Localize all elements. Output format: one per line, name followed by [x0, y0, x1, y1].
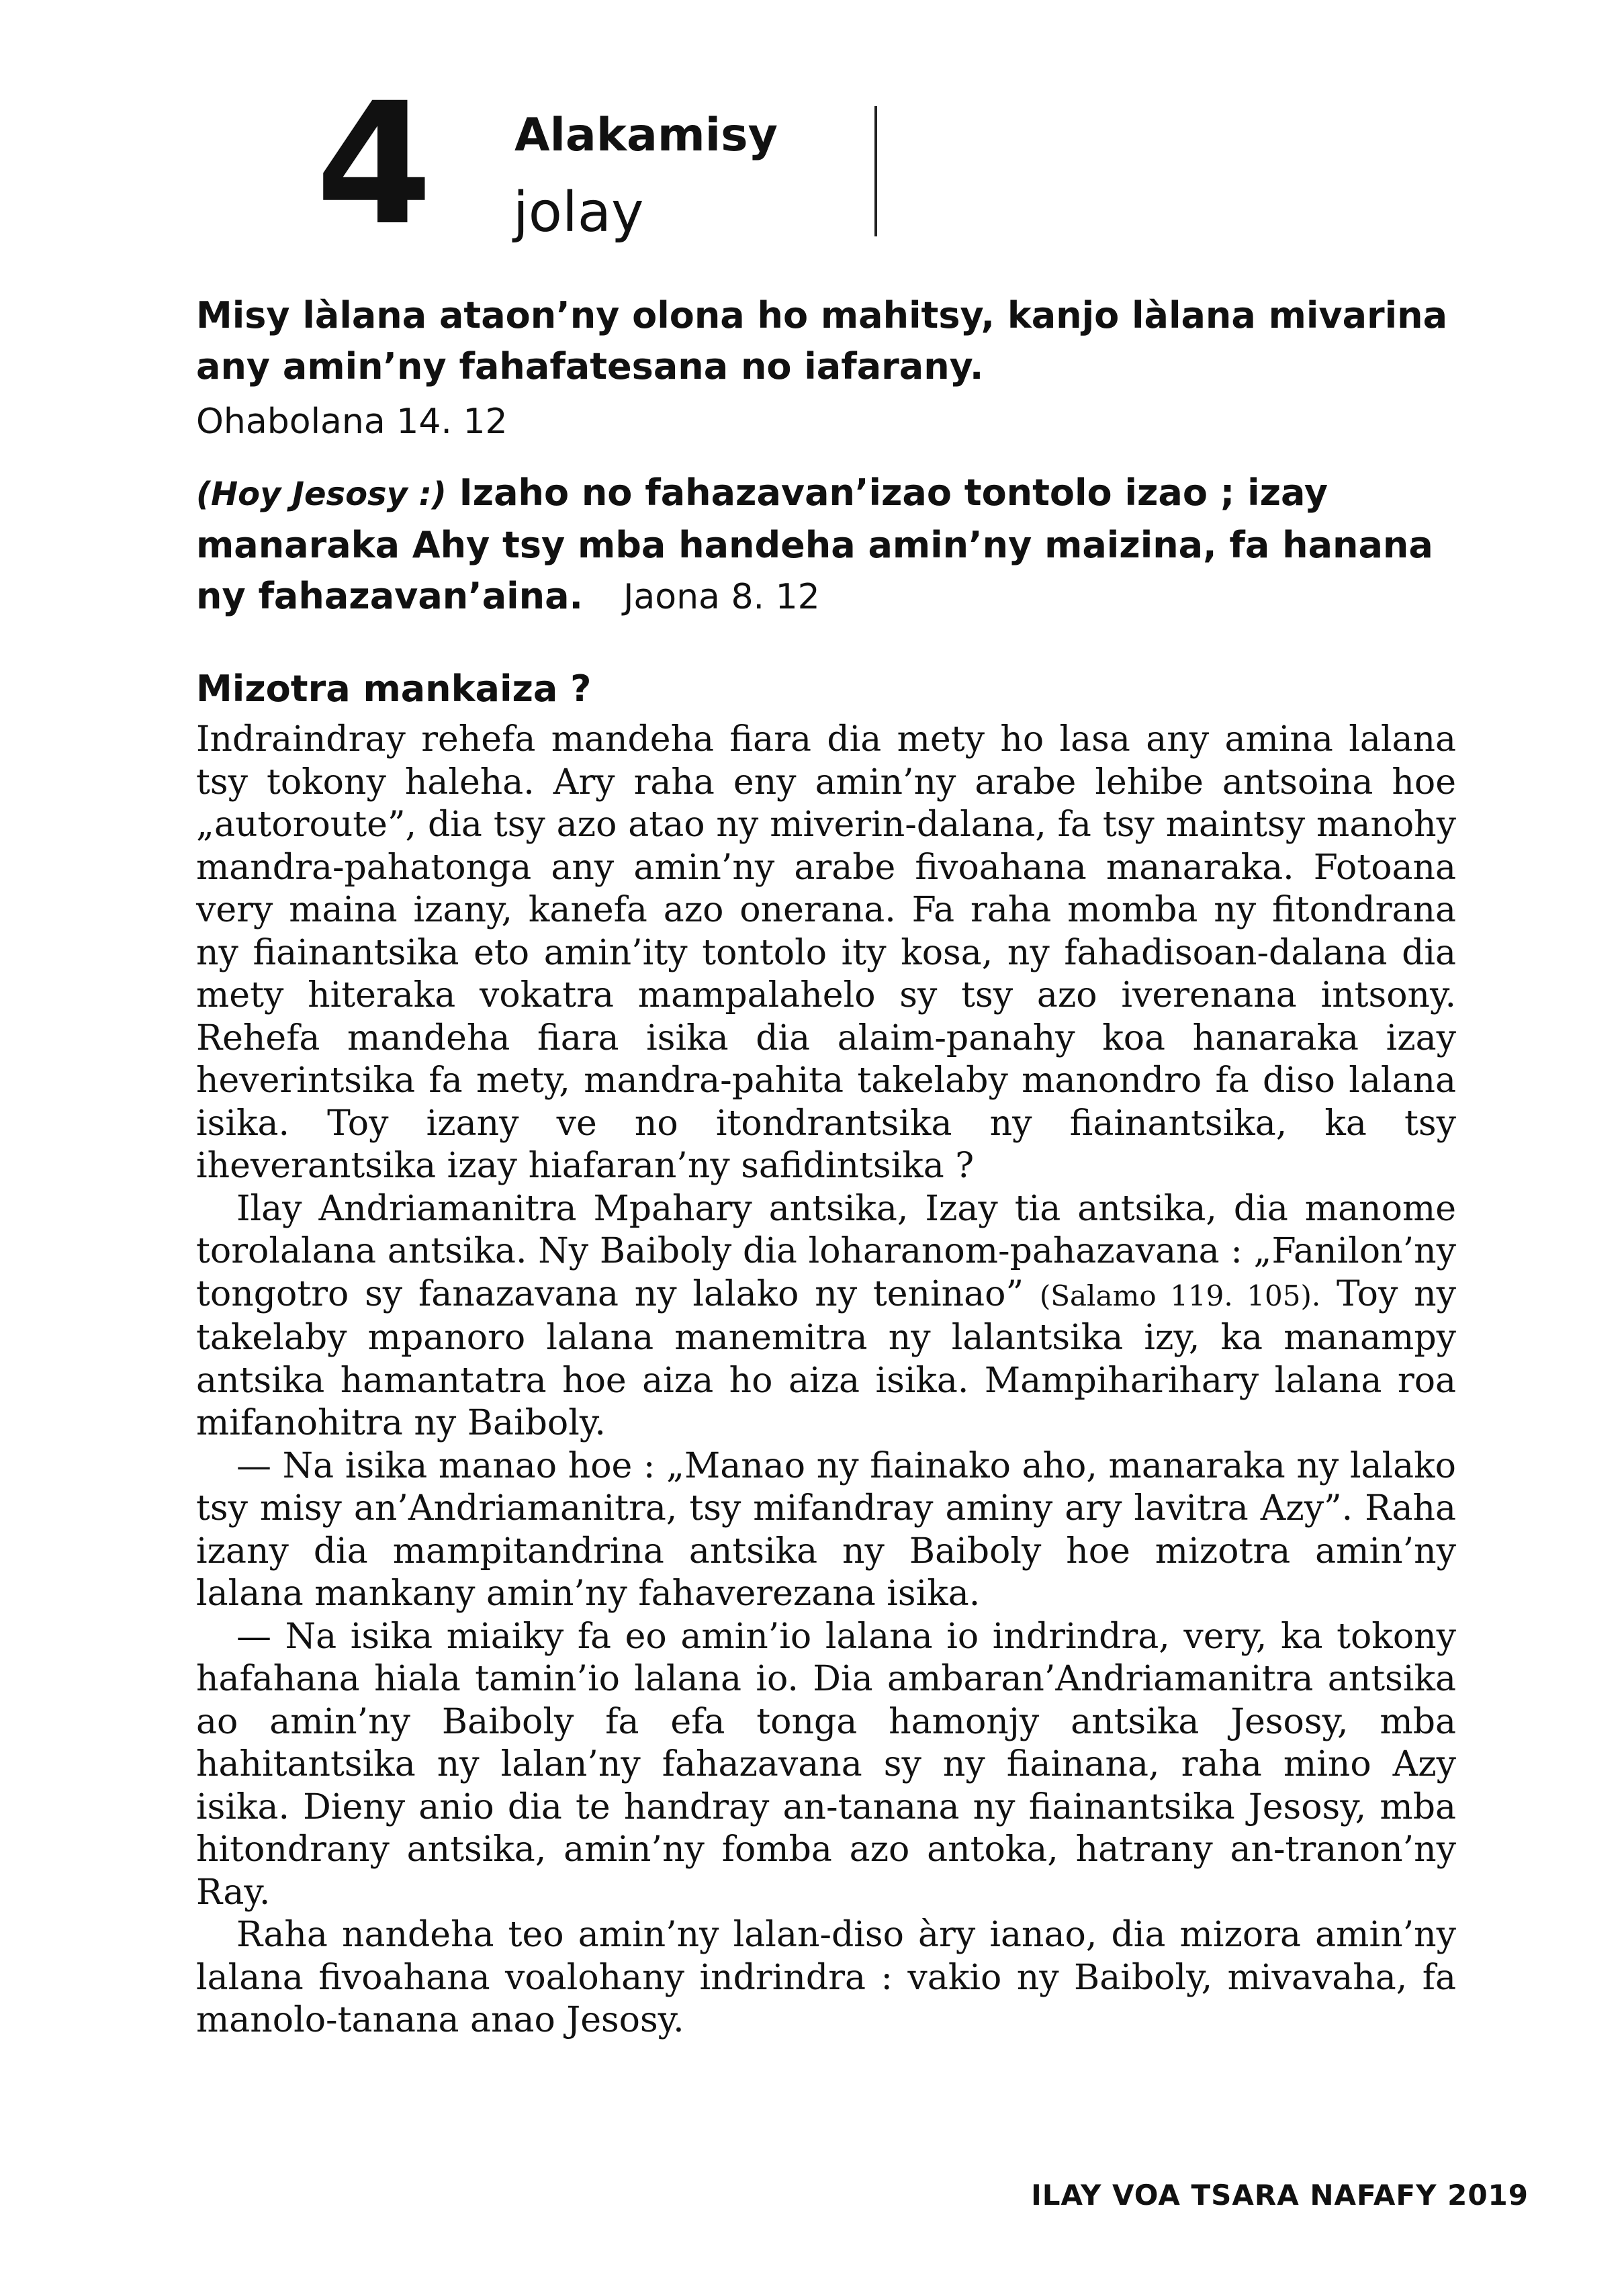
paragraph-2-start: Ilay Andriamanitra Mpahary antsika, Izay tia antsika, dia manome torolalana antsika. Ny Baiboly dia loharanom-pahazavana : „Fanilon’ny tongotro sy fanazavana ny lalako ny teninao” [196, 1188, 1456, 1314]
paragraph-2 [196, 1188, 1456, 1445]
verse-1-reference: Ohabolana 14. 12 [196, 402, 508, 442]
verse-2-speaker: (Hoy Jesosy :) [196, 475, 447, 513]
body-text [196, 719, 1456, 2042]
verse-1-reference-block [196, 396, 508, 456]
month: jolay [513, 181, 644, 244]
verse-2 [196, 467, 1472, 623]
day-number: 4 [316, 66, 427, 262]
paragraph-3: — Na isika manao hoe : „Manao ny fiainako aho, manaraka ny lalako tsy misy an’Andriamanitra, tsy mifandray aminy ary lavitra Azy”. Raha izany dia mampitandrina antsika ny Baiboly hoe mizotra amin’ny lalana mankany amin’ny fahaverezana isika. [196, 1445, 1456, 1614]
paragraph-5: Raha nandeha teo amin’ny lalan-diso àry ianao, dia mizora amin’ny lalana fivoahana voalohany indrindra : vakio ny Baiboly, mivavaha, fa manolo-tanana anao Jesosy. [196, 1915, 1456, 2040]
paragraph-2-end: Toy ny takelaby mpanoro lalana manemitra ny lalantsika izy, ka manampy antsika hamantatra hoe aiza ho aiza isika. Mampiharihary lalana roa mifanohitra ny Baiboly. [196, 1273, 1457, 1443]
header-divider [874, 106, 877, 236]
footer-title: ILAY VOA TSARA NAFAFY 2019 [1031, 2179, 1529, 2212]
section-heading: Mizotra mankaiza ? [196, 668, 592, 710]
paragraph-4: — Na isika miaiky fa eo amin’io lalana io indrindra, very, ka tokony hafahana hiala tamin’io lalana io. Dia ambaran’Andriamanitra antsika ao amin’ny Baiboly fa efa tonga hamonjy antsika Jesosy, mba hahitantsika ny lalan’ny fahazavana sy ny fiainana, raha mino Azy isika. Dieny anio dia te handray an-tanana ny fiainantsika Jesosy, mba hitondrany antsika, amin’ny fomba azo antoka, hatrany an-tranon’ny Ray. [196, 1616, 1456, 1913]
verse-1-text: Misy làlana ataon’ny olona ho mahitsy, kanjo làlana mivarina any amin’ny fahafatesana no iafarany. [196, 294, 1448, 388]
verse-2-text: Izaho no fahazavan’izao tontolo izao ; izay manaraka Ahy tsy mba handeha amin’ny maizina, fa hanana ny fahazavan’aina. [196, 471, 1433, 617]
paragraph-1: Indraindray rehefa mandeha fiara dia mety ho lasa any amina lalana tsy tokony haleha. Ary raha eny amin’ny arabe lehibe antsoina hoe „autoroute”, dia tsy azo atao ny miverin-dalana, fa tsy maintsy manohy mandra-pahatonga any amin’ny arabe fivoahana manaraka. Fotoana very maina izany, kanefa azo onerana. Fa raha momba ny fitondrana ny fiainantsika eto amin’ity tontolo ity kosa, ny fahadisoan-dalana dia mety hiteraka vokatra mampalahelo sy tsy azo iverenana intsony. Rehefa mandeha fiara isika dia alaim-panahy koa hanaraka izay heverintsika fa mety, mandra-pahita takelaby manondro fa diso lalana isika. Toy izany ve no itondrantsika ny fiainantsika, ka tsy iheverantsika izay hiafaran’ny safidintsika ? [196, 719, 1456, 1186]
verse-1 [196, 290, 1472, 392]
weekday: Alakamisy [514, 109, 778, 162]
paragraph-2-reference: (Salamo 119. 105). [1039, 1279, 1321, 1312]
verse-2-reference: Jaona 8. 12 [623, 577, 820, 617]
